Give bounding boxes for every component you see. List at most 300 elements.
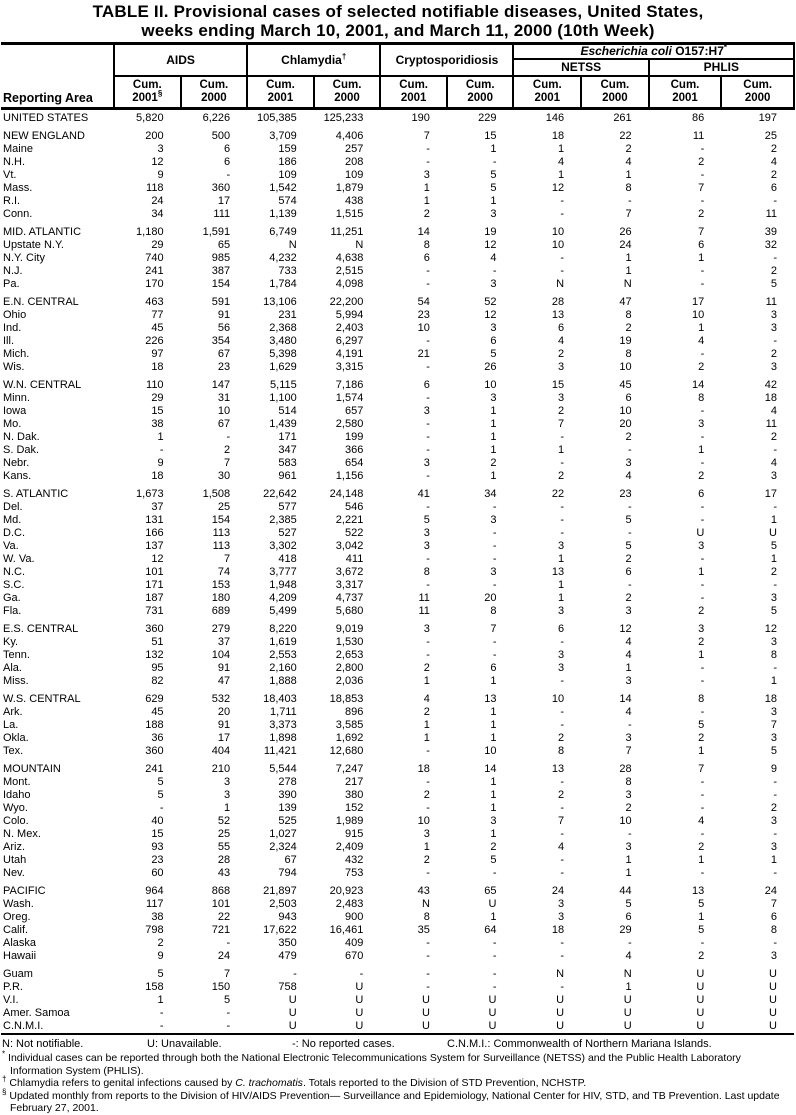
reporting-area-cell: Miss. [3,675,29,687]
value-cell: 753 [344,867,364,879]
value-cell: 3,302 [269,540,297,552]
reporting-area-cell: Nev. [3,867,25,879]
value-cell: 387 [211,265,231,277]
table-row-mass [1,182,794,195]
value-cell: 15 [151,828,164,840]
value-cell: 17,622 [263,924,297,936]
table-row-united-states [1,109,794,126]
reporting-area-cell: N.H. [3,156,25,168]
value-cell: 5 [224,994,231,1006]
table-row-p-r [1,981,794,994]
table-row-e-s-central [1,623,794,636]
value-cell: 5 [625,514,632,526]
value-cell: 3,042 [335,540,364,552]
value-cell: 5,680 [335,605,364,617]
value-cell: 11 [692,130,705,142]
value-cell: 3 [557,605,565,617]
value-cell: 514 [278,405,297,417]
value-cell: 798 [145,924,164,936]
value-cell: - [560,981,565,993]
value-cell: 6 [490,335,497,347]
value-cell: 670 [344,950,364,962]
col-header-cum-2000: Cum. 2000 [447,76,514,109]
value-cell: 257 [344,143,364,155]
value-cell: 5,398 [269,348,297,360]
value-cell: 3 [557,540,565,552]
value-cell: 2 [698,605,705,617]
value-cell: - [159,1020,164,1032]
value-cell: 6 [698,239,705,251]
value-cell: - [773,789,777,801]
value-cell: 12 [484,309,497,321]
value-cell: 3,373 [269,719,297,731]
col-header-cum-2001: Cum. 2001 [513,76,581,109]
reporting-area-cell: N.J. [3,265,23,277]
table-body [1,109,794,1035]
value-cell: 3 [423,527,430,539]
value-cell: 8,220 [269,623,297,635]
value-cell: 13 [551,566,565,578]
value-cell: 5 [698,719,705,731]
value-cell: 35 [417,924,430,936]
col-header-cum-2000: Cum. 2000 [181,76,248,109]
value-cell: 2 [557,348,565,360]
value-cell: 2,368 [269,322,297,334]
value-cell: 1 [770,553,777,565]
value-cell: 409 [344,937,364,949]
footnote-3: § Updated monthly from reports to the Division of HIV/AIDS Prevention— Surveillance and Epidemiology, National Center for HIV, STD, and TB Prevention. Last update February 27, 2001. [2,1087,780,1114]
value-cell: 1 [490,706,497,718]
value-cell: 11 [765,418,777,430]
value-cell: 279 [211,623,231,635]
value-cell: 3 [698,418,705,430]
value-cell: 5 [770,745,777,757]
value-cell: 1 [490,143,497,155]
value-cell: 4 [770,156,777,168]
value-cell: 65 [217,239,231,251]
value-cell: 1 [423,182,430,194]
reporting-area-cell: Md. [3,514,22,526]
value-cell: 18 [551,924,565,936]
value-cell: 95 [151,662,164,674]
reporting-area-cell: Mich. [3,348,30,360]
value-cell: - [700,501,705,513]
value-cell: 10 [551,693,565,705]
reporting-area-cell: S. Dak. [3,444,40,456]
value-cell: 1,898 [269,732,297,744]
value-cell: - [560,252,565,264]
value-cell: 2 [770,265,777,277]
value-cell: - [426,444,430,456]
value-cell: 4 [770,405,777,417]
value-cell: 3 [224,789,231,801]
col-header-cum-2001: Cum. 2001 [380,76,447,109]
legend-cnmi: C.N.M.I.: Commonwealth of Northern Mariana Islands. [447,1038,712,1050]
value-cell: 34 [151,208,164,220]
value-cell: - [426,470,430,482]
value-cell: 1 [490,789,497,801]
value-cell: - [700,675,705,687]
value-cell: 1,784 [269,278,297,290]
reporting-area-cell: Wash. [3,898,34,910]
value-cell: 7 [490,623,497,635]
value-cell: - [700,265,705,277]
value-cell: 1,692 [335,732,364,744]
value-cell: - [426,867,430,879]
value-cell: 9 [157,457,164,469]
value-cell: 8 [625,182,632,194]
notifiable-diseases-table [1,42,795,1035]
value-cell: 1 [490,444,497,456]
value-cell: U [623,1007,632,1019]
value-cell: 17 [764,488,777,500]
value-cell: 10 [417,815,430,827]
value-cell: 25 [217,828,231,840]
value-cell: 6 [557,623,565,635]
value-cell: 22 [619,130,632,142]
table-row-colo [1,815,794,828]
value-cell: 187 [145,592,164,604]
value-cell: 125,233 [323,112,364,124]
value-cell: 794 [278,867,297,879]
value-cell: - [426,143,430,155]
value-cell: 12 [551,182,565,194]
value-cell: 180 [211,592,231,604]
value-cell: U [623,994,632,1006]
value-cell: - [560,195,565,207]
value-cell: 11 [418,592,430,604]
reporting-area-cell: Conn. [3,208,33,220]
value-cell: 7 [698,182,705,194]
value-cell: U [769,968,777,980]
value-cell: 1 [698,252,705,264]
value-cell: 19 [484,226,497,238]
value-cell: 10 [484,745,497,757]
value-cell: 10 [619,405,632,417]
value-cell: - [426,950,430,962]
value-cell: 39 [764,226,777,238]
value-cell: 217 [344,776,364,788]
value-cell: 1,629 [269,361,297,373]
value-cell: 34 [484,488,497,500]
value-cell: U [556,994,565,1006]
value-cell: 4 [770,457,777,469]
table-row-mountain [1,763,794,776]
value-cell: 12 [151,553,164,565]
value-cell: 2 [625,802,632,814]
value-cell: 7 [423,130,430,142]
table-row-ky [1,636,794,649]
value-cell: N [355,239,364,251]
reporting-area-cell: Maine [3,143,33,155]
value-cell: 60 [151,867,164,879]
value-cell: 2,160 [269,662,297,674]
value-cell: U [288,994,297,1006]
footnote-marker: † [2,1074,7,1084]
value-cell: 43 [417,885,430,897]
value-cell: 1 [770,854,777,866]
value-cell: 5 [698,898,705,910]
value-cell: 6 [698,488,705,500]
value-cell: 104 [211,649,231,661]
value-cell: 6 [770,911,777,923]
reporting-area-cell: Utah [3,854,27,866]
value-cell: 527 [278,527,297,539]
value-cell: 190 [411,112,430,124]
value-cell: 1,948 [269,579,297,591]
value-cell: 7 [224,968,231,980]
value-cell: 2,580 [335,418,364,430]
value-cell: 438 [344,195,364,207]
ecoli-species-label: Escherichia coli [580,44,672,58]
value-cell: 915 [344,828,364,840]
value-cell: - [700,169,705,181]
value-cell: 43 [217,867,231,879]
reporting-area-cell: Mont. [3,776,31,788]
value-cell: U [769,527,777,539]
value-cell: 1 [224,802,231,814]
value-cell: 354 [211,335,231,347]
value-cell: 3 [625,789,632,801]
value-cell: 12 [151,156,164,168]
value-cell: 29 [619,924,632,936]
value-cell: 7,247 [335,763,364,775]
value-cell: 5 [157,789,164,801]
value-cell: 47 [217,675,231,687]
value-cell: 26 [619,226,632,238]
value-cell: 7 [224,553,231,565]
value-cell: 29 [151,239,164,251]
value-cell: U [355,994,364,1006]
value-cell: 1,139 [269,208,297,220]
value-cell: 2 [625,431,632,443]
value-cell: 1 [490,828,497,840]
value-cell: 10 [417,322,430,334]
value-cell: U [488,1007,497,1019]
value-cell: 525 [278,815,297,827]
value-cell: 93 [151,841,164,853]
value-cell: 154 [211,278,231,290]
value-cell: 7 [770,898,777,910]
value-cell: 113 [212,527,231,539]
value-cell: 6 [423,379,430,391]
value-cell: - [773,252,777,264]
value-cell: 583 [278,457,297,469]
value-cell: - [773,195,777,207]
value-cell: 170 [145,278,164,290]
value-cell: 8 [557,745,565,757]
value-cell: 2 [423,854,430,866]
value-cell: - [159,802,164,814]
table-row-kans [1,470,794,483]
value-cell: 2 [698,732,705,744]
reporting-area-cell: Ariz. [3,841,25,853]
value-cell: U [421,1007,430,1019]
value-cell: 261 [613,112,632,124]
col-header-cum-2001: Cum. 2001 [649,76,722,109]
value-cell: - [773,662,777,674]
value-cell: 2,385 [269,514,297,526]
reporting-area-cell: C.N.M.I. [3,1020,44,1032]
value-cell: 91 [217,662,231,674]
value-cell: - [560,501,565,513]
table-row-s-dak [1,444,794,457]
value-cell: 117 [146,898,164,910]
reporting-area-cell: V.I. [3,994,19,1006]
value-cell: 241 [145,763,164,775]
value-cell: - [426,776,430,788]
value-cell: - [628,527,632,539]
table-row-oreg [1,911,794,924]
value-cell: 77 [151,309,164,321]
value-cell: 404 [211,745,231,757]
legend-no-reported-cases: -: No reported cases. [292,1038,395,1050]
value-cell: 2 [698,361,705,373]
value-cell: N [623,278,632,290]
value-cell: 532 [211,693,231,705]
value-cell: 6,297 [335,335,364,347]
value-cell: 3 [423,169,430,181]
reporting-area-cell: Ind. [3,322,22,334]
value-cell: 45 [619,379,632,391]
value-cell: - [492,636,497,648]
value-cell: 6 [490,662,497,674]
value-cell: 86 [692,112,705,124]
value-cell: U [355,1007,364,1019]
value-cell: 629 [145,693,164,705]
value-cell: 500 [211,130,231,142]
value-cell: 56 [217,322,231,334]
value-cell: U [696,1007,705,1019]
value-cell: 40 [151,815,164,827]
value-cell: 8 [423,239,430,251]
value-cell: - [426,501,430,513]
value-cell: 4 [698,815,705,827]
value-cell: 2 [490,457,497,469]
value-cell: 14 [619,693,632,705]
value-cell: 137 [145,540,164,552]
value-cell: 3 [423,540,430,552]
value-cell: 1 [423,195,430,207]
value-cell: 132 [145,649,164,661]
reporting-area-cell: Upstate N.Y. [3,239,64,251]
value-cell: 740 [145,252,164,264]
value-cell: 964 [145,885,164,897]
value-cell: 23 [417,309,430,321]
table-row-mont [1,776,794,789]
reporting-area-cell: Pa. [3,278,20,290]
value-cell: 479 [278,950,297,962]
reporting-area-cell: Ohio [3,309,27,321]
value-cell: 1,530 [335,636,364,648]
value-cell: 21,897 [263,885,297,897]
value-cell: - [359,968,364,980]
value-cell: 868 [211,885,231,897]
value-cell: 24 [764,885,777,897]
value-cell: - [773,867,777,879]
value-cell: 654 [344,457,364,469]
value-cell: U [421,1020,430,1032]
value-cell: 11,421 [263,745,297,757]
value-cell: 3 [490,514,497,526]
value-cell: - [560,208,565,220]
value-cell: 11 [765,208,777,220]
value-cell: 11 [418,605,430,617]
table-row-n-dak [1,431,794,444]
legend-line [1,1038,795,1051]
value-cell: 1 [698,444,705,456]
reporting-area-cell: Iowa [3,405,27,417]
value-cell: 1,156 [335,470,364,482]
reporting-area-cell: Tex. [3,745,24,757]
value-cell: 3 [770,732,777,744]
chlamydia-footnote-marker: † [341,51,347,61]
value-cell: 1 [490,418,497,430]
value-cell: 3,672 [335,566,364,578]
value-cell: 418 [278,553,297,565]
value-cell: 1 [698,854,705,866]
value-cell: - [426,636,430,648]
value-cell: 3 [490,815,497,827]
value-cell: 6 [224,156,231,168]
value-cell: 5 [490,182,497,194]
value-cell: 4 [423,693,430,705]
table-row-e-n-central [1,296,794,309]
value-cell: 1 [490,732,497,744]
value-cell: 4,406 [335,130,364,142]
value-cell: 2 [490,841,497,853]
value-cell: 3 [625,675,632,687]
value-cell: U [696,994,705,1006]
table-row-s-c [1,579,794,592]
value-cell: 3 [557,911,565,923]
value-cell: - [492,527,497,539]
value-cell: 31 [217,392,231,404]
reporting-area-cell: P.R. [3,981,23,993]
value-cell: 4 [625,706,632,718]
table-row-va [1,540,794,553]
value-cell: - [773,776,777,788]
value-cell: 2,800 [335,662,364,674]
value-cell: - [492,156,497,168]
table-row-utah [1,854,794,867]
value-cell: 350 [278,937,297,949]
value-cell: - [226,1020,231,1032]
value-cell: 3 [770,470,777,482]
table-row-v-i [1,994,794,1007]
value-cell: 18 [764,693,777,705]
value-cell: 67 [217,348,231,360]
value-cell: 3,709 [269,130,297,142]
table-row-n-mex [1,828,794,841]
value-cell: - [773,501,777,513]
value-cell: 985 [211,252,231,264]
value-cell: U [288,1007,297,1019]
value-cell: 1 [625,265,632,277]
value-cell: - [773,937,777,949]
value-cell: 2 [423,706,430,718]
table-row-ill [1,335,794,348]
value-cell: 18 [151,470,164,482]
value-cell: 3 [770,322,777,334]
table-row-n-j [1,265,794,278]
value-cell: 7 [770,719,777,731]
value-cell: 2 [557,732,565,744]
value-cell: 1,888 [269,675,297,687]
reporting-area-cell: NEW ENGLAND [3,130,85,142]
value-cell: 150 [211,981,231,993]
reporting-area-cell: R.I. [3,195,21,207]
